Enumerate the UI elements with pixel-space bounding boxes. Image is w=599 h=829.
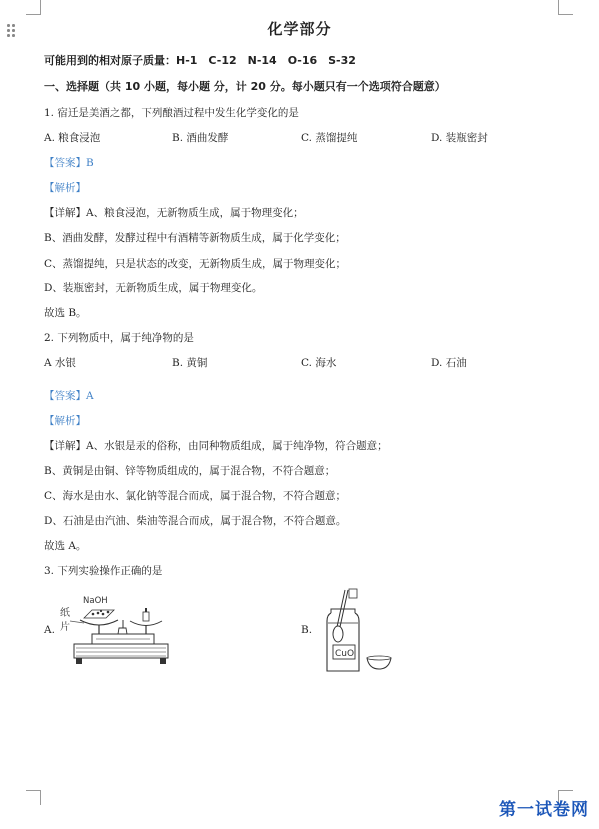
cuo-label: CuO	[335, 649, 355, 659]
q2-option-a: A 水银	[44, 357, 76, 369]
q3-option-a-balance-figure	[56, 590, 174, 672]
q2-option-c: C. 海水	[301, 357, 337, 369]
crop-mark-bottom-left	[26, 790, 41, 805]
paper-label-2: 片	[60, 622, 70, 633]
q1-stem: 1. 宿迁是美酒之都，下列酿酒过程中发生化学变化的是	[44, 107, 299, 119]
crop-mark-top-right	[558, 0, 573, 15]
q2-detail-2: B、黄铜是由铜、锌等物质组成的，属于混合物，不符合题意；	[44, 465, 336, 477]
q1-detail-4: D、装瓶密封，无新物质生成，属于物理变化。	[44, 282, 263, 294]
q1-detail-3: C、蒸馏提纯，只是状态的改变，无新物质生成，属于物理变化；	[44, 258, 347, 270]
q2-analysis-label: 【解析】	[44, 415, 86, 427]
q2-stem: 2. 下列物质中，属于纯净物的是	[44, 332, 194, 344]
q2-answer: 【答案】A	[44, 390, 94, 402]
section-header: 一、选择题（共 10 小题，每小题 分，计 20 分。每小题只有一个选项符合题意）	[44, 80, 446, 93]
q1-conclusion: 故选 B。	[44, 307, 87, 319]
q1-option-a: A. 粮食浸泡	[44, 132, 101, 144]
q2-detail-1: 【详解】A、水银是汞的俗称，由同种物质组成，属于纯净物，符合题意；	[44, 440, 388, 452]
q2-option-b: B. 黄铜	[172, 357, 208, 369]
crop-mark-top-left	[26, 0, 41, 15]
q3-option-b-reagent-bottle-figure	[315, 585, 395, 677]
paper-label-1: 纸	[60, 608, 70, 619]
naoh-label: NaOH	[83, 596, 108, 606]
atomic-masses: 可能用到的相对原子质量：H-1 C-12 N-14 O-16 S-32	[44, 54, 356, 67]
q3-stem: 3. 下列实验操作正确的是	[44, 565, 163, 577]
q2-detail-3: C、海水是由水、氯化钠等混合而成，属于混合物，不符合题意；	[44, 490, 347, 502]
q1-answer: 【答案】B	[44, 157, 94, 169]
q3-option-a-label: A.	[44, 624, 55, 636]
q3-option-b-label: B.	[301, 624, 313, 636]
q2-detail-4: D、石油是由汽油、柴油等混合而成，属于混合物，不符合题意。	[44, 515, 347, 527]
q2-conclusion: 故选 A。	[44, 540, 87, 552]
q1-option-c: C. 蒸馏提纯	[301, 132, 358, 144]
watermark-logo: 第一试卷网	[499, 800, 589, 820]
q1-analysis-label: 【解析】	[44, 182, 86, 194]
q1-option-b: B. 酒曲发酵	[172, 132, 229, 144]
q1-detail-1: 【详解】A、粮食浸泡，无新物质生成，属于物理变化；	[44, 207, 304, 219]
page-title: 化学部分	[267, 20, 332, 38]
q1-option-d: D. 装瓶密封	[431, 132, 488, 144]
q1-detail-2: B、酒曲发酵，发酵过程中有酒精等新物质生成，属于化学变化；	[44, 232, 346, 244]
q2-option-d: D. 石油	[431, 357, 467, 369]
